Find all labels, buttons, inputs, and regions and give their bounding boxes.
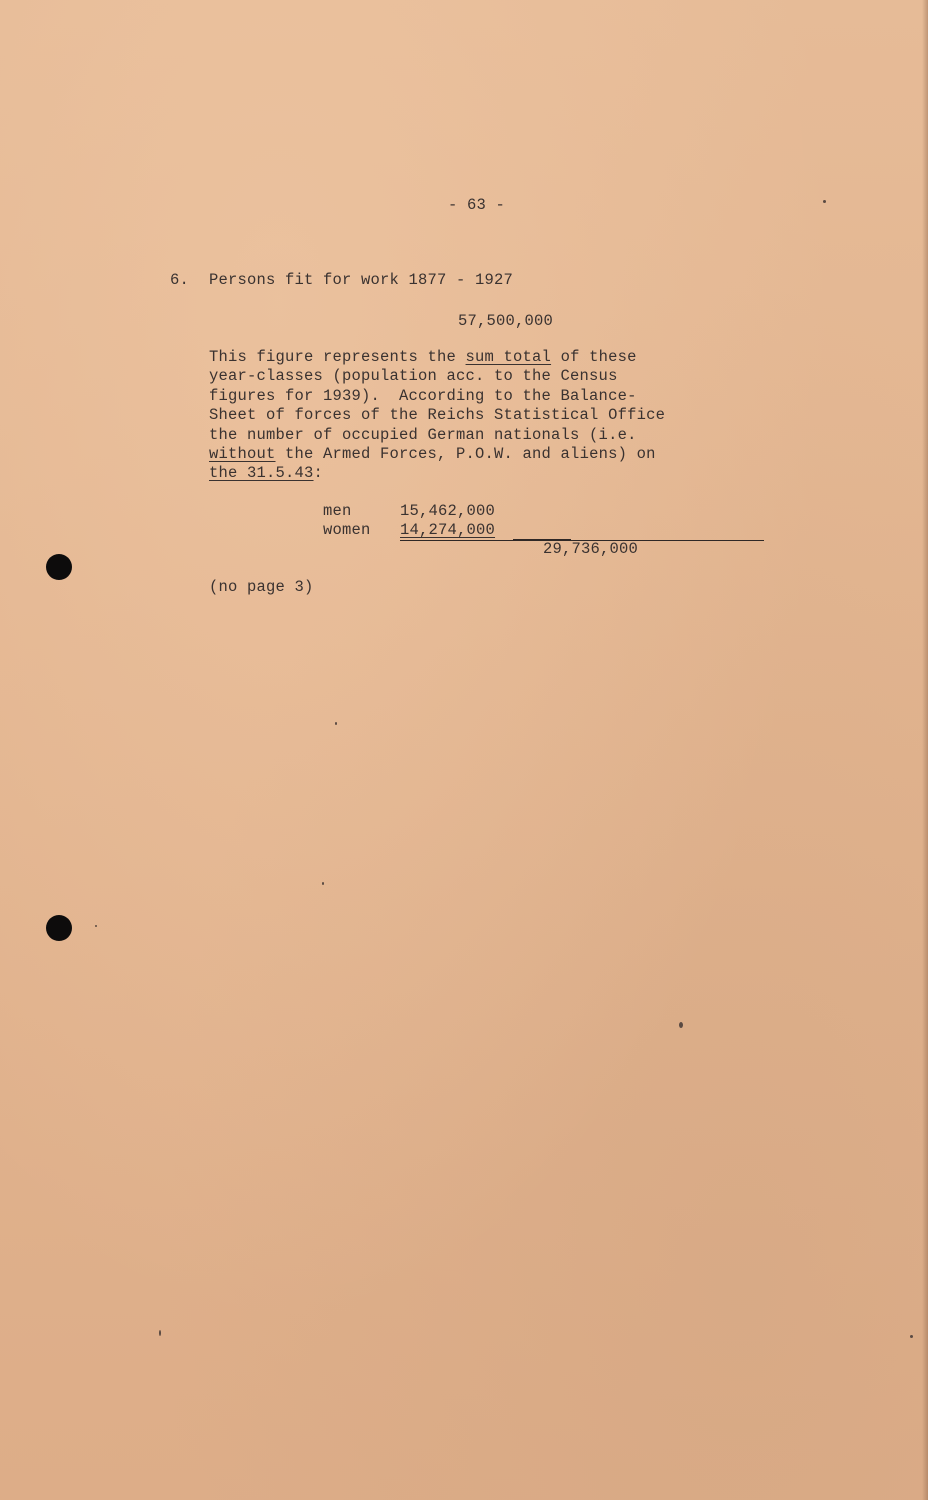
page-note: (no page 3): [209, 578, 314, 596]
page-edge-shadow: [922, 0, 928, 1500]
section-title: Persons fit for work 1877 - 1927: [209, 271, 514, 289]
men-value: 15,462,000: [400, 502, 496, 520]
paragraph-line-2: year-classes (population acc. to the Census: [209, 367, 618, 386]
paragraph-line-1: This figure represents the sum total of these: [209, 348, 637, 366]
punch-hole-bottom: [46, 915, 72, 941]
paper-speck: [335, 722, 337, 725]
explanatory-paragraph: [209, 348, 665, 484]
underlined-sum-total: sum total: [465, 348, 552, 366]
paper-speck: [910, 1335, 913, 1338]
sum-value: 29,736,000: [543, 540, 639, 558]
paragraph-line-6: without the Armed Forces, P.O.W. and aliens) on: [209, 445, 656, 464]
paragraph-line-4: Sheet of forces of the Reichs Statistical Office: [209, 406, 666, 425]
men-label: men: [323, 502, 352, 520]
underlined-without: without: [209, 445, 276, 464]
women-label: women: [323, 521, 371, 539]
underlined-date: the 31.5.43: [209, 464, 314, 483]
paragraph-line-7: the 31.5.43:: [209, 464, 324, 483]
paper-speck: [679, 1022, 683, 1028]
paper-speck: [159, 1330, 161, 1336]
women-value: 14,274,000: [400, 521, 496, 539]
section-number: 6.: [170, 271, 190, 289]
paper-speck: [95, 925, 97, 927]
paragraph-line-5: the number of occupied German nationals (i.e.: [209, 425, 637, 444]
paper-speck: [823, 200, 826, 203]
page-number: - 63 -: [448, 196, 506, 214]
paper-speck: [322, 882, 324, 885]
total-figure: 57,500,000: [458, 312, 554, 330]
paragraph-line-3: figures for 1939). According to the Balance-: [209, 386, 637, 405]
punch-hole-top: [46, 554, 72, 580]
